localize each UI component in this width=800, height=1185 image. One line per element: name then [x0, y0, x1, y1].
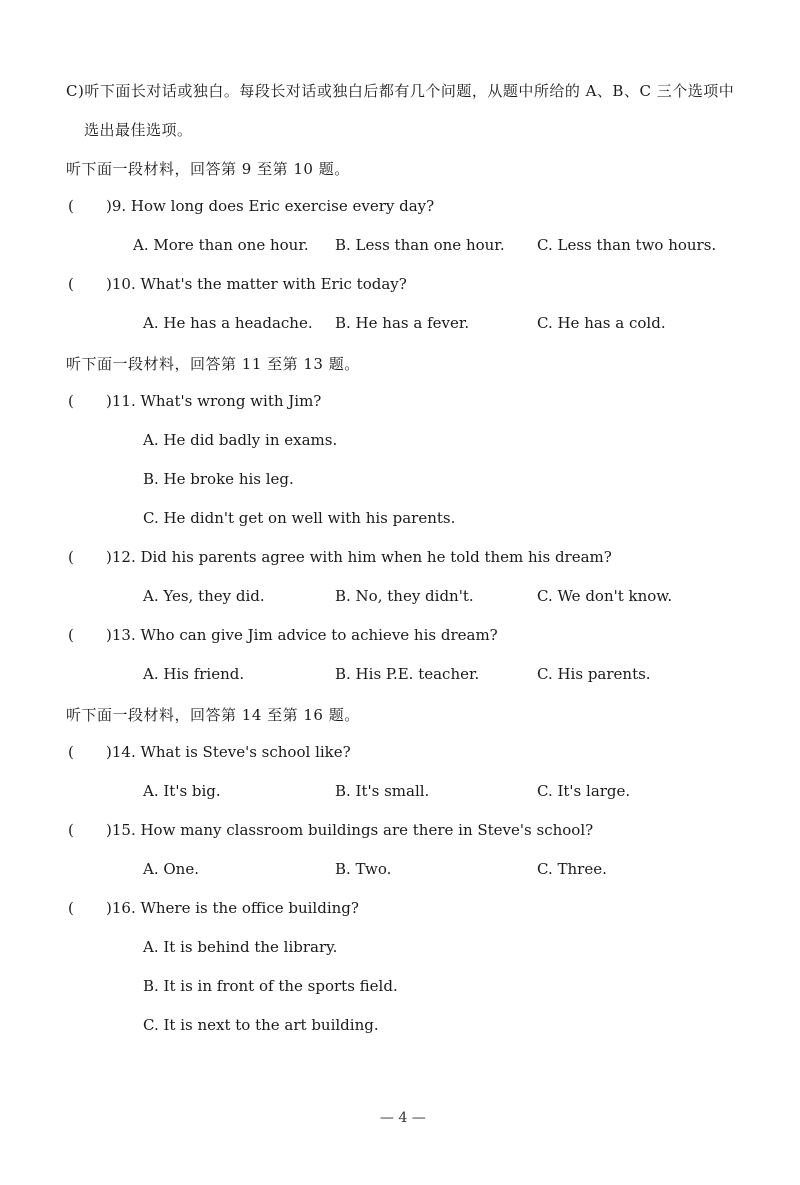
question-12-option-a: A. Yes, they did. — [143, 587, 265, 605]
answer-blank-open-paren: ( — [68, 626, 74, 644]
question-9-stem: )9. How long does Eric exercise every day? — [106, 197, 435, 215]
question-14-option-b: B. It's small. — [335, 782, 430, 800]
question-10-option-b: B. He has a fever. — [335, 314, 470, 332]
question-9-option-c: C. Less than two hours. — [537, 236, 717, 254]
question-11-option-c: C. He didn't get on well with his parents. — [143, 509, 456, 527]
section-instruction-line2: 选出最佳选项。 — [84, 121, 193, 139]
question-14-option-c: C. It's large. — [537, 782, 631, 800]
question-15-stem: )15. How many classroom buildings are there in Steve's school? — [106, 821, 594, 839]
question-15-option-a: A. One. — [143, 860, 199, 878]
answer-blank-open-paren: ( — [68, 392, 74, 410]
question-10-option-a: A. He has a headache. — [143, 314, 313, 332]
question-13-stem: )13. Who can give Jim advice to achieve his dream? — [106, 626, 498, 644]
answer-blank-open-paren: ( — [68, 548, 74, 566]
question-13-option-a: A. His friend. — [143, 665, 245, 683]
question-16-option-a: A. It is behind the library. — [143, 938, 338, 956]
section-instruction-line1: C)听下面长对话或独白。每段长对话或独白后都有几个问题，从题中所给的 A、B、C 三个选项中 — [66, 82, 735, 100]
question-14-option-a: A. It's big. — [143, 782, 221, 800]
question-12-stem: )12. Did his parents agree with him when he told them his dream? — [106, 548, 612, 566]
question-16-stem: )16. Where is the office building? — [106, 899, 359, 917]
answer-blank-open-paren: ( — [68, 821, 74, 839]
question-16-option-c: C. It is next to the art building. — [143, 1016, 379, 1034]
question-14-stem: )14. What is Steve's school like? — [106, 743, 351, 761]
question-9-option-b: B. Less than one hour. — [335, 236, 505, 254]
question-9-option-a: A. More than one hour. — [133, 236, 309, 254]
question-15-option-c: C. Three. — [537, 860, 607, 878]
question-13-option-b: B. His P.E. teacher. — [335, 665, 480, 683]
question-15-option-b: B. Two. — [335, 860, 392, 878]
answer-blank-open-paren: ( — [68, 275, 74, 293]
question-12-option-b: B. No, they didn't. — [335, 587, 474, 605]
group-header-11-13: 听下面一段材料，回答第 11 至第 13 题。 — [66, 355, 360, 373]
question-10-stem: )10. What's the matter with Eric today? — [106, 275, 407, 293]
question-10-option-c: C. He has a cold. — [537, 314, 666, 332]
page-number: — 4 — — [380, 1110, 426, 1126]
question-12-option-c: C. We don't know. — [537, 587, 673, 605]
question-11-option-a: A. He did badly in exams. — [143, 431, 338, 449]
group-header-14-16: 听下面一段材料，回答第 14 至第 16 题。 — [66, 706, 360, 724]
answer-blank-open-paren: ( — [68, 743, 74, 761]
answer-blank-open-paren: ( — [68, 197, 74, 215]
answer-blank-open-paren: ( — [68, 899, 74, 917]
question-13-option-c: C. His parents. — [537, 665, 651, 683]
group-header-9-10: 听下面一段材料，回答第 9 至第 10 题。 — [66, 160, 350, 178]
question-11-option-b: B. He broke his leg. — [143, 470, 294, 488]
question-16-option-b: B. It is in front of the sports field. — [143, 977, 398, 995]
question-11-stem: )11. What's wrong with Jim? — [106, 392, 322, 410]
